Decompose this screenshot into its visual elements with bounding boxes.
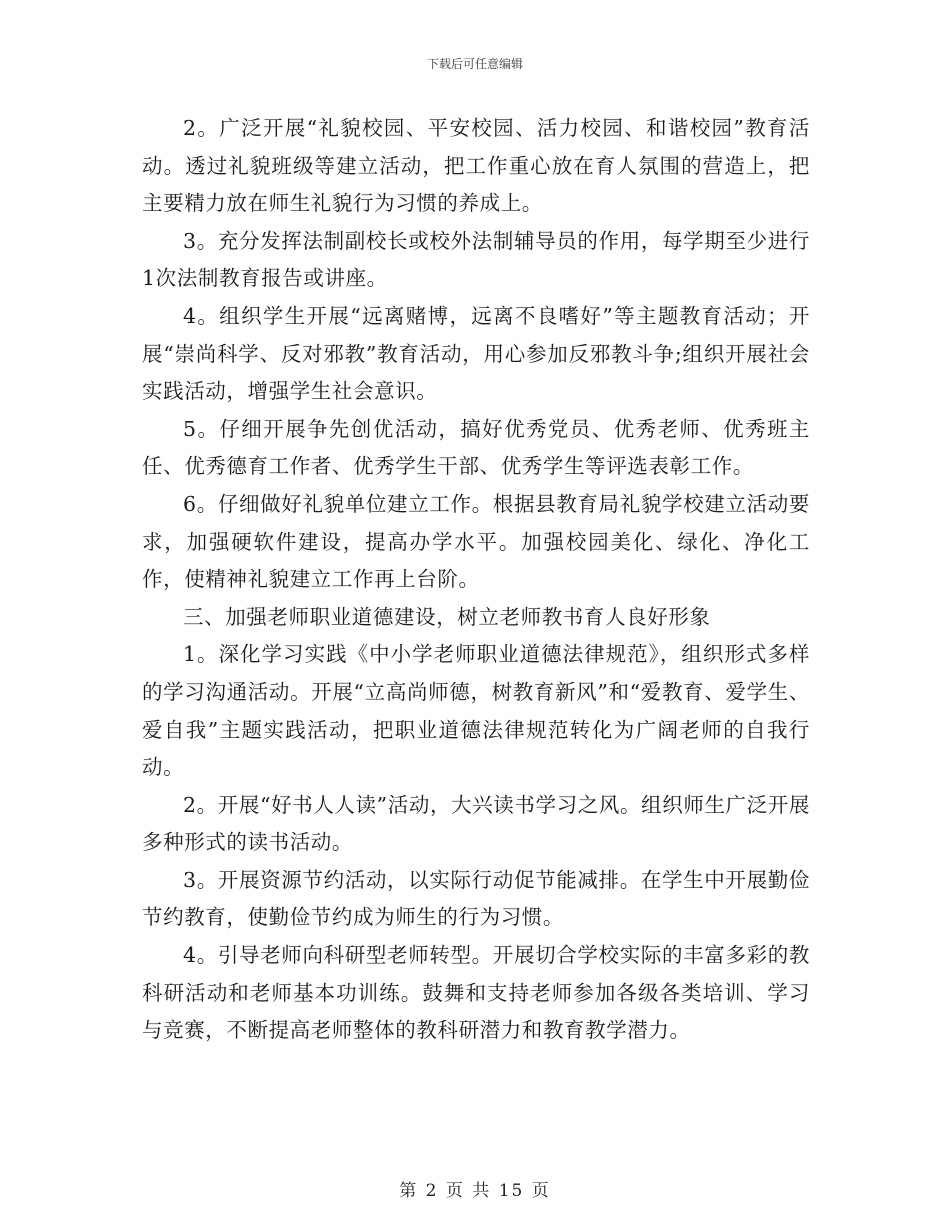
paragraph: 4。引导老师向科研型老师转型。开展切合学校实际的丰富多彩的教科研活动和老师基本功训练。鼓舞和支持老师参加各级各类培训、学习与竞赛，不断提高老师整体的教科研潜力和教育教学潜力。	[142, 943, 810, 1043]
page-number-footer: 第 2 页 共 15 页	[399, 1181, 551, 1201]
paragraph: 3。充分发挥法制副校长或校外法制辅导员的作用，每学期至少进行1次法制教育报告或讲座。	[142, 228, 810, 291]
paragraph: 2。广泛开展“礼貌校园、平安校园、活力校园、和谐校园”教育活动。透过礼貌班级等建立活动，把工作重心放在育人氛围的营造上，把主要精力放在师生礼貌行为习惯的养成上。	[142, 116, 810, 216]
paragraph: 1。深化学习实践《中小学老师职业道德法律规范》，组织形式多样的学习沟通活动。开展“立高尚师德，树教育新风”和“爱教育、爱学生、爱自我”主题实践活动，把职业道德法律规范转化为广阔老师的自我行动。	[142, 642, 810, 780]
paragraph: 2。开展“好书人人读”活动，大兴读书学习之风。组织师生广泛开展多种形式的读书活动。	[142, 792, 810, 855]
paragraph: 4。组织学生开展“远离赌博，远离不良嗜好”等主题教育活动；开展“崇尚科学、反对邪教”教育活动，用心参加反邪教斗争;组织开展社会实践活动，增强学生社会意识。	[142, 303, 810, 404]
document-body	[142, 110, 810, 1050]
paragraph: 6。仔细做好礼貌单位建立工作。根据县教育局礼貌学校建立活动要求，加强硬软件建设，提高办学水平。加强校园美化、绿化、净化工作，使精神礼貌建立工作再上台阶。	[142, 491, 810, 592]
section-heading: 三、加强老师职业道德建设，树立老师教书育人良好形象	[183, 604, 711, 629]
paragraph: 3。开展资源节约活动，以实际行动促节能减排。在学生中开展勤俭节约教育，使勤俭节约成为师生的行为习惯。	[142, 867, 810, 930]
page-header: 下载后可任意编辑	[426, 57, 523, 71]
paragraph: 5。仔细开展争先创优活动，搞好优秀党员、优秀老师、优秀班主任、优秀德育工作者、优秀学生干部、优秀学生等评选表彰工作。	[142, 416, 810, 479]
